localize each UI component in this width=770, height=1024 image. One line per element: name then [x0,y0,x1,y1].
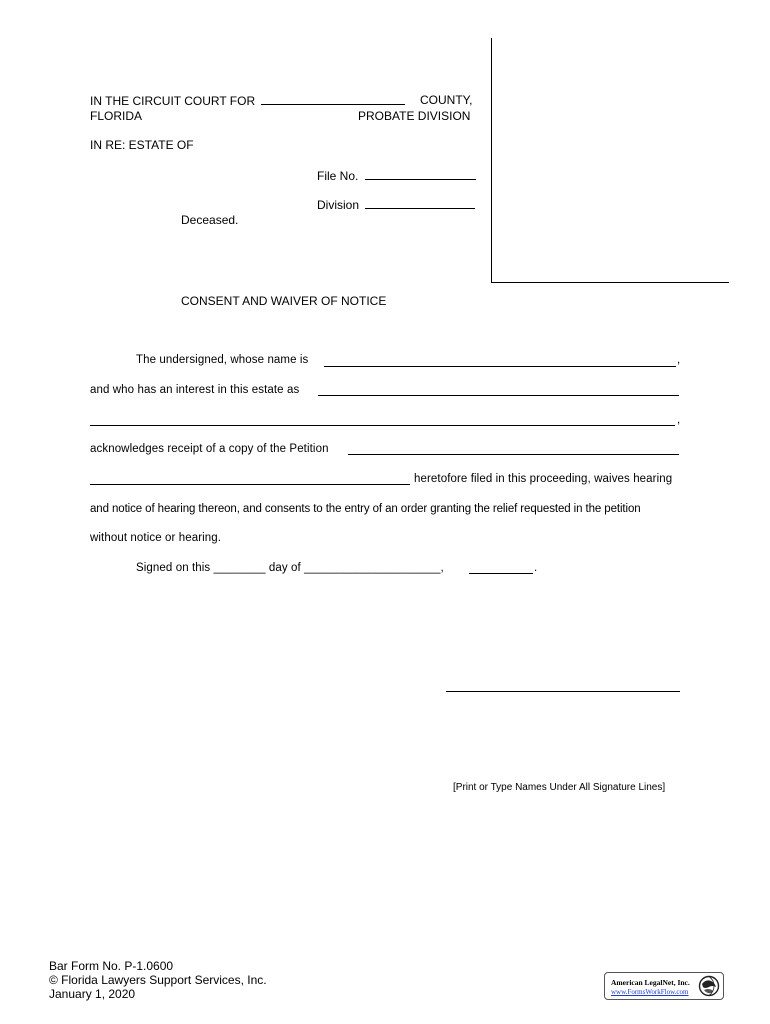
signed-line [136,561,444,575]
form-number: Bar Form No. P-1.0600 [49,959,174,973]
american-legalnet-badge[interactable] [604,972,724,1000]
file-no-label: File No. [317,169,359,183]
file-no-row [317,168,476,183]
stamp-box-left-border [491,38,492,283]
day-blank[interactable]: ________ [213,562,266,574]
division-label: Division [317,198,360,212]
document-title: CONSENT AND WAIVER OF NOTICE [181,294,387,308]
body-line-6: and notice of hearing thereon, and consents to the entry of an order granting the relief requested in the petition [90,503,641,515]
globe-logo-icon [698,975,720,997]
undersigned-label: The undersigned, whose name is [136,354,309,366]
court-line [90,93,405,108]
body-line-4: acknowledges receipt of a copy of the Petition [90,443,329,455]
county-suffix: COUNTY, [420,93,473,107]
court-prefix: IN THE CIRCUIT COURT FOR [90,94,256,108]
signature-note: [Print or Type Names Under All Signature Lines] [453,782,666,793]
body-line-7: without notice or hearing. [90,532,222,544]
signature-line[interactable] [446,691,680,692]
signed-period: . [534,562,538,574]
file-no-blank[interactable] [365,168,476,180]
month-blank[interactable]: _____________________, [304,562,444,574]
division-blank[interactable] [365,197,475,209]
division-row [317,197,475,212]
body-line-2: and who has an interest in this estate as [90,384,300,396]
form-date: January 1, 2020 [49,987,136,1001]
division-name: PROBATE DIVISION [358,109,471,123]
copyright-notice: © Florida Lawyers Support Services, Inc. [49,973,267,987]
interest-blank-2[interactable] [90,425,675,426]
interest-blank-1[interactable] [318,395,679,396]
body-line-1 [136,353,308,367]
petition-blank-1[interactable] [348,454,679,455]
petition-blank-2[interactable] [90,484,410,485]
stamp-box-bottom-border [491,282,729,283]
year-blank[interactable] [469,573,533,574]
badge-company: American LegalNet, Inc. [611,978,690,987]
deceased-label: Deceased. [181,213,239,227]
state-label: FLORIDA [90,109,143,123]
day-of-label: day of [268,562,301,574]
body-line-5: heretofore filed in this proceeding, waives hearing [414,473,673,485]
signed-prefix: Signed on this [136,562,211,574]
line3-comma: , [677,414,681,426]
county-blank[interactable] [261,93,405,105]
name-blank[interactable] [324,366,676,367]
line1-comma: , [677,354,681,366]
in-re-label: IN RE: ESTATE OF [90,138,194,152]
badge-website-link[interactable]: www.FormsWorkFlow.com [611,988,689,996]
